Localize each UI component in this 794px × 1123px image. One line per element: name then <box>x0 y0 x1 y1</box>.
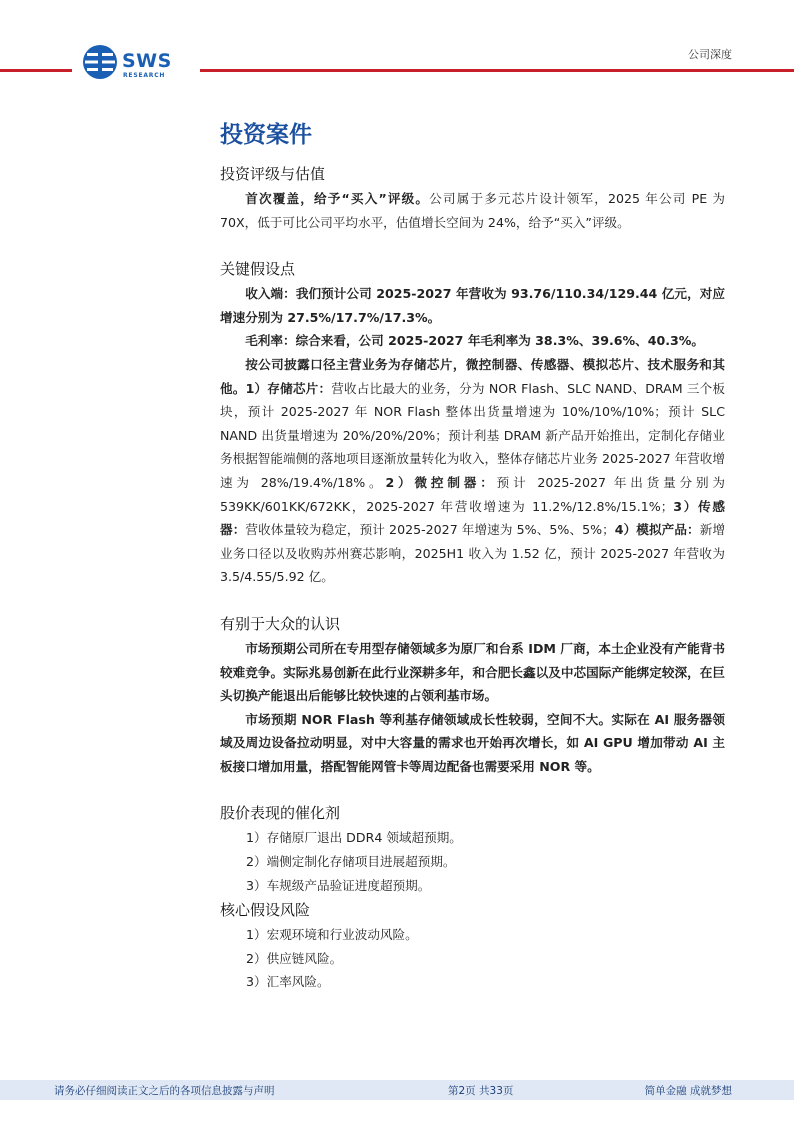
sensor-text: 营收体量较为稳定，预计 2025-2027 年增速为 5%、5%、5%； <box>245 522 615 538</box>
risk-item: 3）汇率风险。 <box>246 974 330 990</box>
risk-item: 1）宏观环境和行业波动风险。 <box>246 927 418 943</box>
header-rule-right <box>200 69 794 72</box>
risk-item: 2）供应链风险。 <box>246 950 343 966</box>
rating-paragraph <box>220 187 725 234</box>
rating-text: 公司属于多元芯片设计领军，2025 年公司 PE 为 70X，低于可比公司平均水平，估值增长空间为 24%，给予“买入”评级。 <box>220 191 725 230</box>
mcu-text: 预计 2025-2027 年出货量分别为 539KK/601KK/672KK，2025-2027 年营收增速为 11.2%/12.8%/15.1%； <box>220 474 726 514</box>
page-footer <box>0 1080 794 1100</box>
revenue-paragraph: 收入端：我们预计公司 2025-2027 年营收为 93.76/110.34/129.44 亿元，对应增速分别为 27.5%/17.7%/17.3%。 <box>220 286 725 325</box>
section-heading-differentiated-view: 有别于大众的认识 <box>220 614 341 633</box>
page-title: 投资案件 <box>220 122 312 148</box>
section-heading-catalysts: 股价表现的催化剂 <box>220 804 341 823</box>
analog-text: 新增业务口径以及收购苏州赛芯影响，2025H1 收入为 1.52 亿，预计 2025-2027 年营收为 3.5/4.55/5.92 亿。 <box>220 522 726 585</box>
mcu-lead: 2）微控制器： <box>385 474 497 490</box>
margin-paragraph: 毛利率：综合来看，公司 2025-2027 年毛利率为 38.3%、39.6%、40.3%。 <box>245 333 705 349</box>
section-heading-risks: 核心假设风险 <box>220 901 311 920</box>
section-heading-rating: 投资评级与估值 <box>220 165 326 183</box>
footer-disclaimer: 请务必仔细阅读正文之后的各项信息披露与声明 <box>54 1085 275 1097</box>
sensor-lead: 3）传感器： <box>220 498 726 538</box>
catalyst-item: 2）端侧定制化存储项目进展超预期。 <box>246 854 456 870</box>
footer-page-number: 第2页 共33页 <box>448 1085 514 1097</box>
main-content <box>220 118 725 994</box>
view-paragraph-1: 市场预期公司所在专用型存储领域多为原厂和台系 IDM 厂商，本土企业没有产能背书较难竞争。实际兆易创新在此行业深耕多年，和合肥长鑫以及中芯国际产能绑定较深，在巨头切换产能退出后能够比较快速的占领利基市场。 <box>220 640 725 704</box>
catalyst-item: 3）车规级产品验证进度超预期。 <box>246 877 431 893</box>
report-type-tag: 公司深度 <box>688 48 732 61</box>
logo-subtext: RESEARCH <box>123 72 166 79</box>
catalyst-item: 1）存储原厂退出 DDR4 领域超预期。 <box>246 830 462 846</box>
section-heading-assumptions: 关键假设点 <box>220 260 296 279</box>
segment-lead: 按公司披露口径主营业务为存储芯片，微控制器、传感器、模拟芯片、技术服务和其他。1）存储芯片： <box>220 356 725 396</box>
segment-paragraph <box>220 353 725 589</box>
view-paragraph-2: 市场预期 NOR Flash 等利基存储领域成长性较弱，空间不大。实际在 AI 服务器领域及周边设备拉动明显，对中大容量的需求也开始再次增长，如 AI GPU 增加带动 AI 主板接口增加用量，搭配智能网管卡等周边配备也需要采用 NOR 等。 <box>220 711 725 774</box>
analog-lead: 4）模拟产品： <box>614 522 700 538</box>
sws-globe-icon <box>82 44 118 80</box>
header-rule-left <box>0 69 72 72</box>
footer-slogan: 简单金融 成就梦想 <box>644 1085 732 1097</box>
sws-logo <box>82 44 192 84</box>
logo-text: SWS <box>122 50 172 72</box>
storage-text: 营收占比最大的业务，分为 NOR Flash、SLC NAND、DRAM 三个板块，预计 2025-2027 年 NOR Flash 整体出货量增速为 10%/10%/10%；预计 SLC NAND 出货量增速为 20%/20%/20%；预计利基 DRAM 新产品开始推出，定制化存储业务根据智能端侧的落地项目逐渐放量转化为收入，整体存储芯片业务 2025-2027 年营收增速为 28%/19.4%/18%。 <box>220 380 725 490</box>
rating-lead: 首次覆盖，给予“买入”评级。 <box>245 191 430 206</box>
